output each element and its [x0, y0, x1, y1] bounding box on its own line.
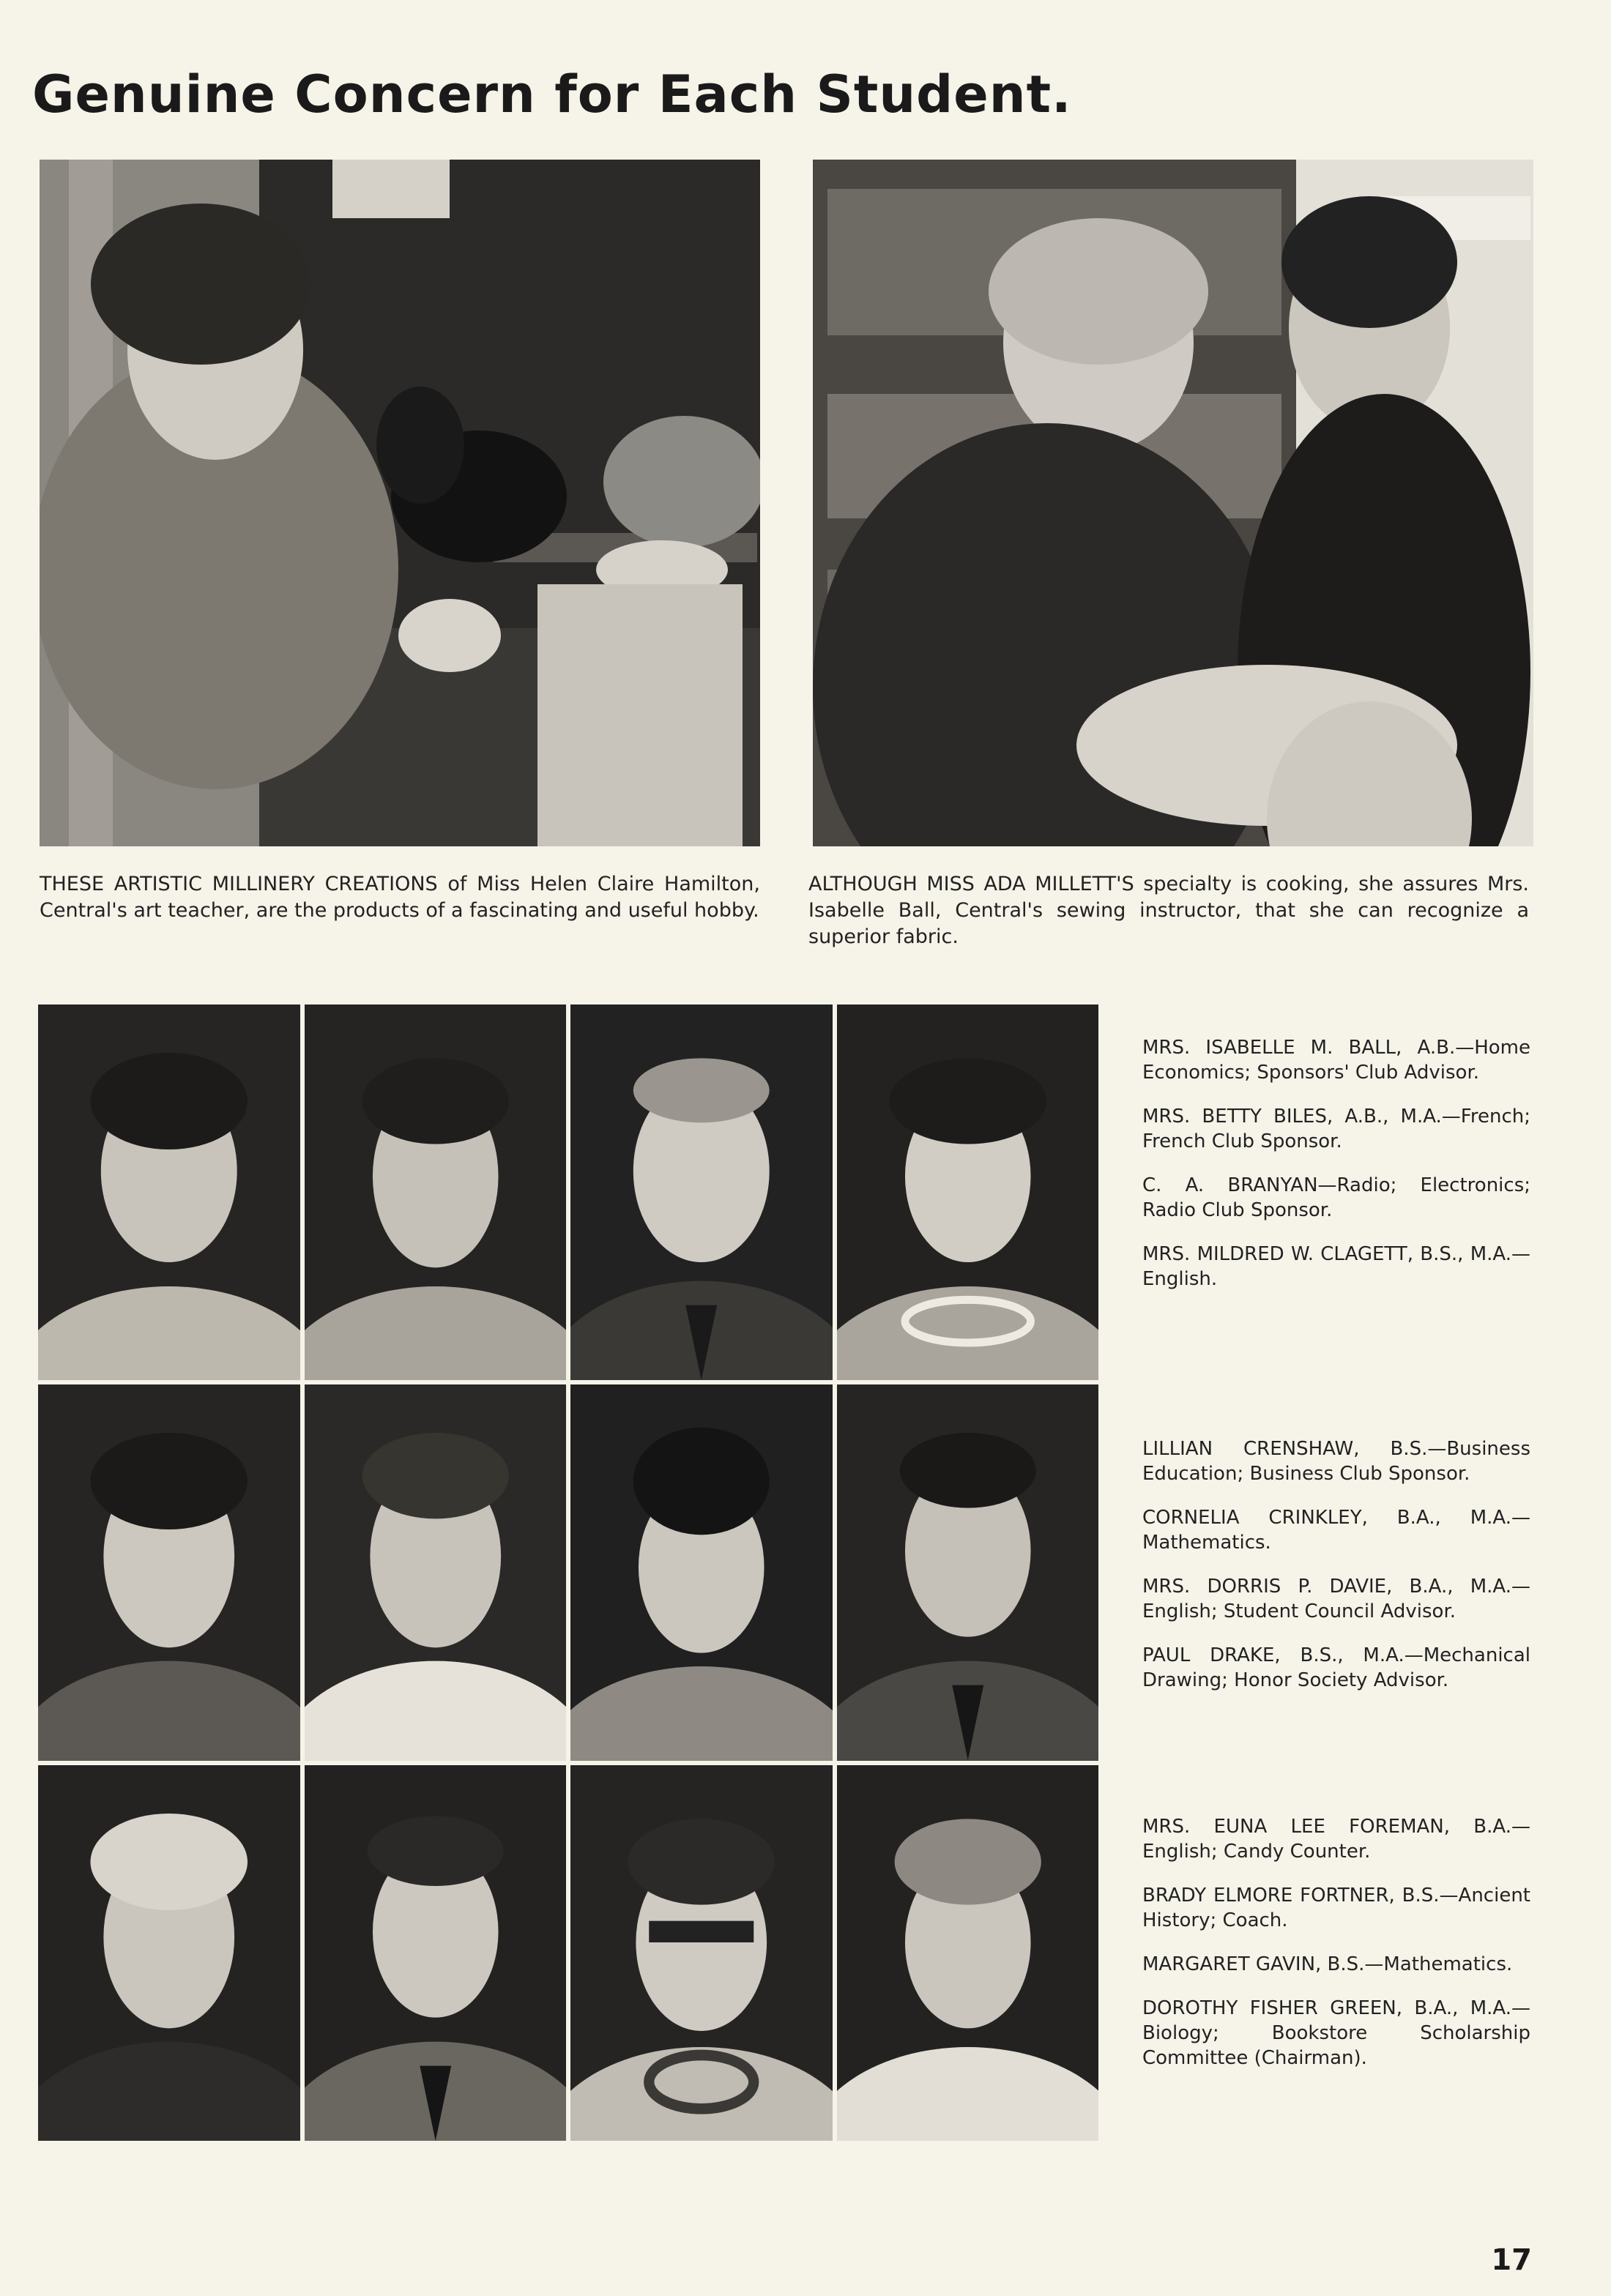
bio-gavin: MARGARET GAVIN, B.S.—Mathematics.	[1142, 1953, 1513, 1975]
bio-davie: MRS. DORRIS P. DAVIE, B.A., M.A.—English; Student Council Advisor.	[1142, 1576, 1530, 1622]
fabric-photo	[813, 160, 1533, 846]
bio-crinkley: CORNELIA CRINKLEY, B.A., M.A.—Mathematics.	[1142, 1507, 1530, 1554]
millinery-photo	[40, 160, 760, 846]
page-title: Genuine Concern for Each Student.	[32, 64, 1072, 124]
page-number: 17	[1491, 2243, 1532, 2277]
bio-foreman: MRS. EUNA LEE FOREMAN, B.A.—English; Candy Counter.	[1142, 1816, 1530, 1863]
portrait-biles	[305, 1004, 567, 1380]
bio-drake: PAUL DRAKE, B.S., M.A.—Mechanical Drawing; Honor Society Advisor.	[1142, 1644, 1530, 1691]
bio-ball: MRS. ISABELLE M. BALL, A.B.—Home Economics; Sponsors' Club Advisor.	[1142, 1037, 1530, 1084]
bio-crenshaw: LILLIAN CRENSHAW, B.S.—Business Education; Business Club Sponsor.	[1142, 1438, 1530, 1485]
bio-fortner: BRADY ELMORE FORTNER, B.S.—Ancient History; Coach.	[1142, 1885, 1530, 1931]
portrait-gavin	[570, 1765, 833, 2141]
portrait-branyan	[570, 1004, 833, 1380]
left-photo-caption: THESE ARTISTIC MILLINERY CREATIONS of Miss Helen Claire Hamilton, Central's art teacher, are the products of a fascinating and useful hobby.	[40, 873, 760, 922]
portrait-green	[837, 1765, 1099, 2141]
portrait-crenshaw	[38, 1384, 300, 1760]
faculty-bios-row-3	[1142, 1814, 1530, 2090]
portrait-davie	[570, 1384, 833, 1760]
portrait-fortner	[305, 1765, 567, 2141]
portrait-drake	[837, 1384, 1099, 1760]
bio-clagett: MRS. MILDRED W. CLAGETT, B.S., M.A.—English.	[1142, 1243, 1530, 1290]
portrait-clagett	[837, 1004, 1099, 1380]
faculty-bios-row-2	[1142, 1436, 1530, 1712]
right-photo-caption: ALTHOUGH MISS ADA MILLETT'S specialty is cooking, she assures Mrs. Isabelle Ball, Central's sewing instructor, that she can recognize a superior fabric.	[808, 873, 1529, 948]
portrait-crinkley	[305, 1384, 567, 1760]
portrait-foreman	[38, 1765, 300, 2141]
bio-green: DOROTHY FISHER GREEN, B.A., M.A.—Biology; Bookstore Scholarship Committee (Chairman).	[1142, 1997, 1530, 2069]
faculty-bios-row-1	[1142, 1035, 1530, 1311]
bio-branyan: C. A. BRANYAN—Radio; Electronics; Radio Club Sponsor.	[1142, 1174, 1530, 1221]
faculty-portrait-grid	[38, 1004, 1098, 2141]
portrait-ball	[38, 1004, 300, 1380]
bio-biles: MRS. BETTY BILES, A.B., M.A.—French; French Club Sponsor.	[1142, 1106, 1530, 1152]
